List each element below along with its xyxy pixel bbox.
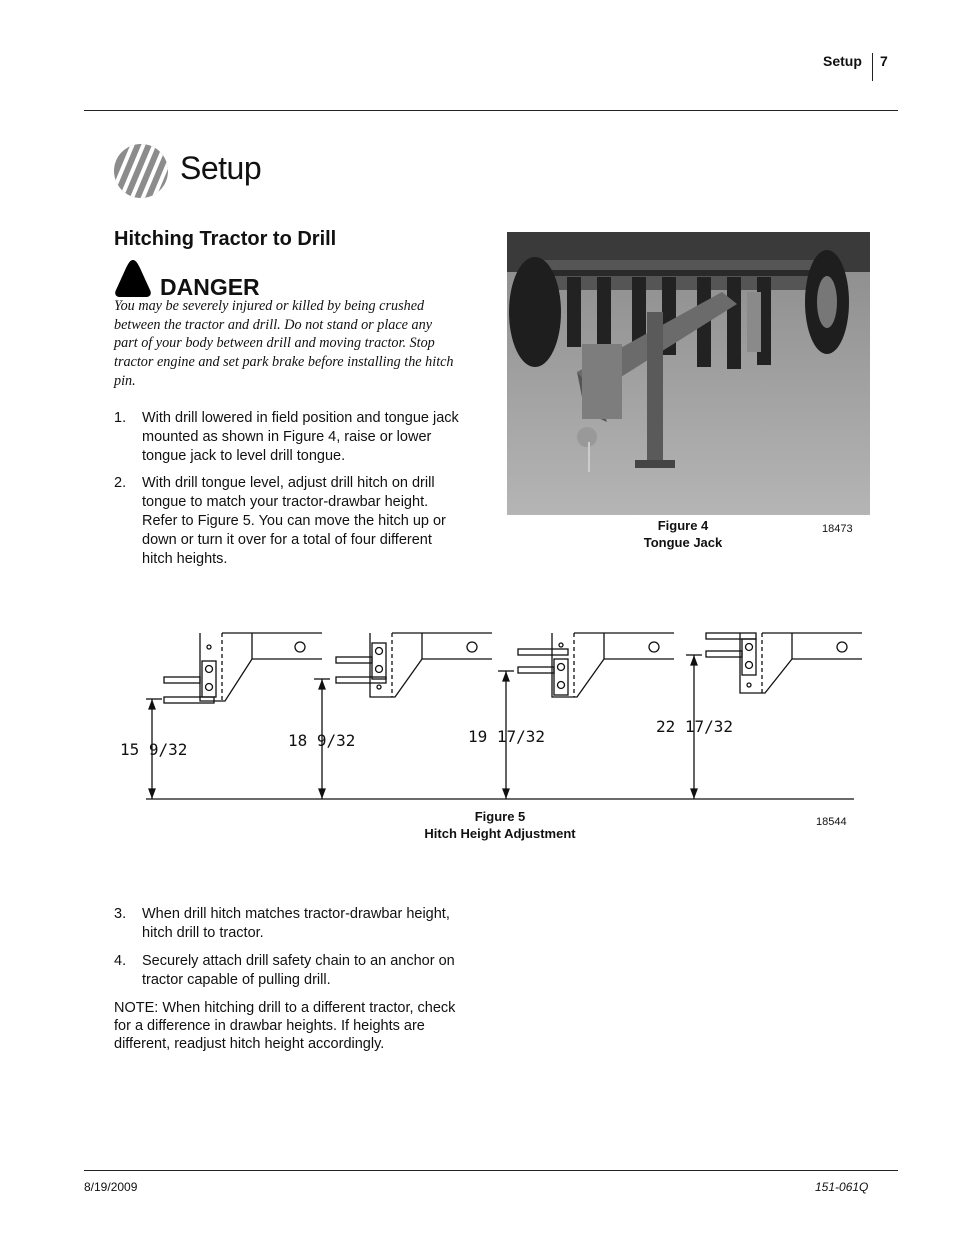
figure4-title: Tongue Jack xyxy=(643,535,723,550)
step-text: Securely attach drill safety chain to an anchor on tractor capable of pulling drill. xyxy=(142,953,455,988)
step-number: 2. xyxy=(114,475,127,491)
danger-message: You may be severely injured or killed by being crushed between the tractor and drill. Do not stand or place any part of your body between drill and moving tractor. Stop tractor engine and set park brake before installing the hitch pin. xyxy=(114,298,454,389)
hitch-diagram-1 xyxy=(164,633,322,703)
running-header-section: Setup xyxy=(823,53,862,69)
list-item xyxy=(114,952,459,990)
hitch-diagram-3 xyxy=(518,633,674,697)
danger-label: DANGER xyxy=(160,274,260,300)
footer-date: 8/19/2009 xyxy=(84,1180,138,1194)
section-heading: Hitching Tractor to Drill xyxy=(114,228,337,250)
list-item xyxy=(114,474,459,569)
height-label-4: 22 17/32 xyxy=(656,717,734,736)
step-text: When drill hitch matches tractor-drawbar height, hitch drill to tractor. xyxy=(142,906,450,941)
figure5-caption xyxy=(380,808,620,842)
figure5-code: 18544 xyxy=(816,816,847,828)
step-number: 4. xyxy=(114,953,127,969)
step-text: With drill lowered in field position and tongue jack mounted as shown in Figure 4, raise or lower tongue jack to level drill tongue. xyxy=(142,410,459,464)
chapter-logo-icon xyxy=(113,143,169,199)
height-label-2: 18 9/32 xyxy=(288,731,356,750)
footer-doc-number: 151-061Q xyxy=(815,1180,869,1194)
figure4-caption xyxy=(603,517,763,551)
height-label-1: 15 9/32 xyxy=(120,740,188,759)
hitch-diagram-2 xyxy=(336,633,492,697)
list-item xyxy=(114,409,459,466)
figure4-code: 18473 xyxy=(822,523,853,535)
header-divider xyxy=(872,53,873,81)
page-number: 7 xyxy=(880,53,888,69)
chapter-title: Setup xyxy=(180,150,262,186)
hitch-height-diagram xyxy=(110,625,865,805)
hitch-diagram-4 xyxy=(706,633,862,693)
note-paragraph: NOTE: When hitching drill to a different tractor, check for a difference in drawbar heights. If heights are different, readjust hitch height accordingly. xyxy=(114,1000,456,1052)
step-text: With drill tongue level, adjust drill hitch on drill tongue to match your tractor-drawbar height. Refer to Figure 5. You can move the hitch up or down or turn it over for a total of four different hitch heights. xyxy=(142,475,446,567)
warning-triangle-icon xyxy=(114,258,152,298)
list-item xyxy=(114,905,459,943)
step-number: 1. xyxy=(114,410,127,426)
step-number: 3. xyxy=(114,906,127,922)
figure5-title: Hitch Height Adjustment xyxy=(424,826,576,841)
figure5-number: Figure 5 xyxy=(474,809,526,824)
header-rule xyxy=(84,110,898,111)
figure4-number: Figure 4 xyxy=(657,518,709,533)
footer-rule xyxy=(84,1170,898,1171)
height-label-3: 19 17/32 xyxy=(468,727,546,746)
tongue-jack-photo xyxy=(507,232,870,515)
